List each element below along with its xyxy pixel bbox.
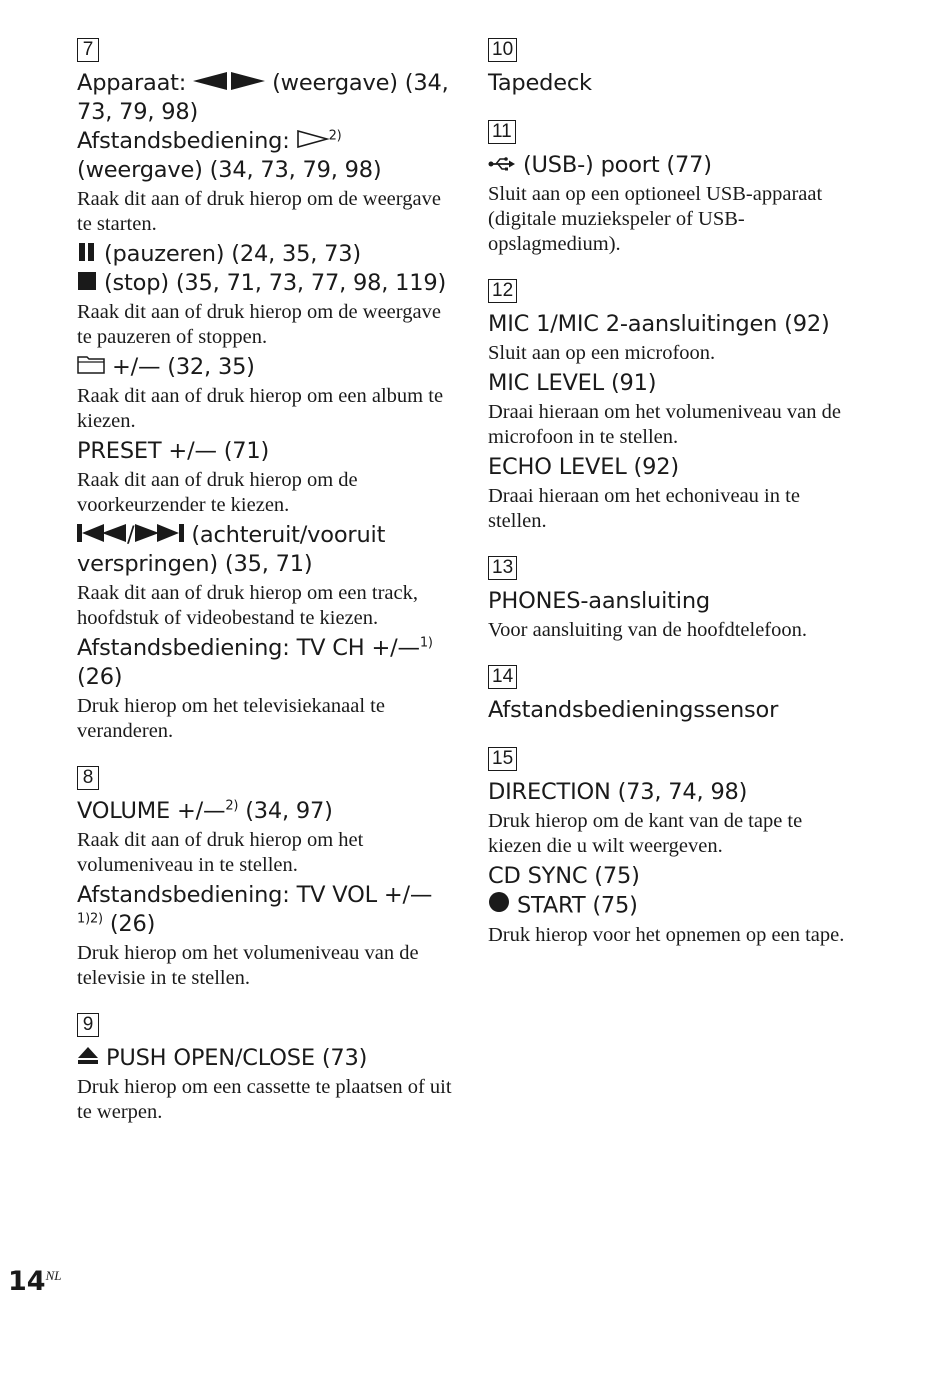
left-column <box>77 38 452 1147</box>
prev-track-icon <box>77 521 127 550</box>
section-number: 15 <box>488 747 517 771</box>
remote-play-label: Afstandsbediening: <box>77 128 297 154</box>
volume-label: VOLUME +/— <box>77 798 226 824</box>
stop-heading <box>77 269 452 298</box>
mic-level-description: Draai hieraan om het volumeniveau van de microfoon in te stellen. <box>488 401 841 448</box>
usb-description: Sluit aan op een optioneel USB-apparaat (digitale muziekspeler of USB-opslagmedium). <box>488 183 823 255</box>
start-description: Druk hierop voor het opnemen op een tape. <box>488 924 845 946</box>
pause-icon <box>77 240 97 269</box>
record-dot-icon <box>488 891 510 921</box>
section-14 <box>488 665 850 725</box>
section-number: 8 <box>77 766 99 790</box>
stop-icon <box>77 269 97 298</box>
direction-heading: DIRECTION (73, 74, 98) <box>488 779 748 805</box>
section-number: 14 <box>488 665 517 689</box>
footnote-ref: 1) <box>419 635 433 651</box>
apparaat-heading <box>77 69 452 127</box>
album-heading <box>77 353 452 382</box>
tvvol-description: Druk hierop om het volumeniveau van de televisie in te stellen. <box>77 942 419 989</box>
skip-heading <box>77 521 452 579</box>
volume-heading <box>77 797 452 826</box>
phones-description: Voor aansluiting van de hoofdtelefoon. <box>488 619 808 641</box>
section-12 <box>488 279 850 534</box>
tvch-description: Druk hierop om het televisiekanaal te veranderen. <box>77 695 385 742</box>
album-text: +/— (32, 35) <box>105 354 255 380</box>
tvch-heading <box>77 634 452 692</box>
tapedeck-heading: Tapedeck <box>488 70 592 96</box>
echo-level-description: Draai hieraan om het echoniveau in te stellen. <box>488 485 800 532</box>
remote-play-text: (weergave) (34, 73, 79, 98) <box>77 157 382 183</box>
album-description: Raak dit aan of druk hierop om een album te kiezen. <box>77 385 444 432</box>
start-heading <box>488 891 850 921</box>
skip-text: (achteruit/vooruit verspringen) (35, 71) <box>77 522 386 577</box>
direction-description: Druk hierop om de kant van de tape te kiezen die u wilt weergeven. <box>488 810 803 857</box>
preset-heading: PRESET +/— (71) <box>77 438 270 464</box>
section-number: 13 <box>488 556 517 580</box>
volume-pages: (34, 97) <box>238 798 333 824</box>
pause-text: (pauzeren) (24, 35, 73) <box>97 241 361 267</box>
sensor-heading: Afstandsbedieningssensor <box>488 697 779 723</box>
push-open-text: PUSH OPEN/CLOSE (73) <box>99 1045 368 1071</box>
section-15 <box>488 747 850 948</box>
footnote-ref: 2) <box>225 798 239 814</box>
pause-stop-description: Raak dit aan of druk hierop om de weergave te pauzeren of stoppen. <box>77 301 441 348</box>
section-number: 7 <box>77 38 99 62</box>
apparaat-label: Apparaat: <box>77 70 194 96</box>
usb-icon <box>488 151 516 180</box>
folder-icon <box>77 353 105 382</box>
eject-icon <box>77 1044 99 1073</box>
section-number: 12 <box>488 279 517 303</box>
footnote-ref: 2) <box>328 128 342 144</box>
tvch-pages: (26) <box>77 664 123 690</box>
apparaat-text: (weergave) (34, 73, 79, 98) <box>77 70 449 125</box>
section-8 <box>77 766 452 991</box>
remote-play-heading <box>77 127 452 185</box>
section-number: 10 <box>488 38 517 62</box>
start-text: START (75) <box>510 892 638 919</box>
right-column <box>488 38 850 970</box>
language-code: NL <box>45 1268 62 1283</box>
page-number <box>8 1266 61 1297</box>
skip-description: Raak dit aan of druk hierop om een track, hoofdstuk of videobestand te kiezen. <box>77 582 418 629</box>
mic-level-heading: MIC LEVEL (91) <box>488 370 657 396</box>
play-pause-arrows-icon <box>193 69 265 98</box>
push-open-description: Druk hierop om een cassette te plaatsen of uit te werpen. <box>77 1076 452 1123</box>
section-7 <box>77 38 452 744</box>
phones-heading: PHONES-aansluiting <box>488 588 710 614</box>
section-number: 11 <box>488 120 516 144</box>
volume-description: Raak dit aan of druk hierop om het volumeniveau in te stellen. <box>77 829 364 876</box>
tvch-label: Afstandsbediening: TV CH +/— <box>77 635 420 661</box>
mic-heading: MIC 1/MIC 2-aansluitingen (92) <box>488 311 830 337</box>
skip-separator: / <box>127 522 135 548</box>
tvvol-pages: (26) <box>102 911 156 937</box>
preset-description: Raak dit aan of druk hierop om de voorkeurzender te kiezen. <box>77 469 358 516</box>
page-number-value: 14 <box>8 1266 46 1297</box>
tvvol-heading <box>77 881 452 939</box>
next-track-icon <box>134 521 184 550</box>
section-13 <box>488 556 850 643</box>
footnote-ref: 1)2) <box>77 911 103 927</box>
tvvol-label: Afstandsbediening: TV VOL +/— <box>77 882 433 908</box>
cd-sync-heading: CD SYNC (75) <box>488 863 640 889</box>
section-9 <box>77 1013 452 1125</box>
echo-level-heading: ECHO LEVEL (92) <box>488 454 679 480</box>
usb-heading <box>488 151 850 180</box>
section-10 <box>488 38 850 98</box>
stop-text: (stop) (35, 71, 73, 77, 98, 119) <box>97 270 447 296</box>
pause-heading <box>77 240 452 269</box>
section-11 <box>488 120 850 257</box>
usb-text: (USB-) poort (77) <box>516 152 712 178</box>
mic-description: Sluit aan op een microfoon. <box>488 342 716 364</box>
play-description: Raak dit aan of druk hierop om de weergave te starten. <box>77 188 441 235</box>
push-open-heading <box>77 1044 452 1073</box>
play-outline-icon <box>297 127 329 156</box>
section-number: 9 <box>77 1013 99 1037</box>
